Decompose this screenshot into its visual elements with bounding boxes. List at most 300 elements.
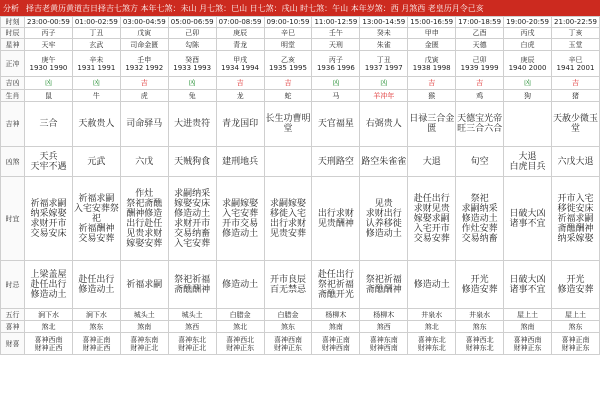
row-ganzhi: [1, 28, 600, 39]
cai-line: 财神正东: [561, 343, 590, 352]
wuxing-cell: 杨柳木: [312, 309, 360, 321]
luck-cell: 凶: [312, 77, 360, 90]
xiong-cell: [504, 147, 552, 177]
ji-line: 开光: [566, 274, 585, 285]
ji-cell: [551, 261, 599, 309]
xi-cell: 煞南: [312, 321, 360, 333]
yi-cell: [72, 177, 120, 261]
luck-cell: 吉: [456, 77, 504, 90]
wuxing-cell: 城头土: [168, 309, 216, 321]
yi-line: 修造动土: [222, 228, 259, 239]
row-chong: [1, 51, 600, 77]
row-label-luck: 吉凶: [1, 77, 25, 90]
xiong-cell: [551, 147, 599, 177]
cai-line: 喜神西北: [226, 335, 255, 344]
wuxing-cell: 城头土: [120, 309, 168, 321]
yi-line: 交易纳畜: [174, 228, 211, 239]
jishen-cell: 天赦贵人: [72, 102, 120, 147]
time-cell: 17:00-18:59: [456, 17, 504, 28]
chong-cell: [264, 51, 312, 77]
wuxing-cell: 白腊金: [216, 309, 264, 321]
yi-line: 开市交易: [222, 218, 259, 229]
ganzhi-cell: 辛巳: [264, 28, 312, 39]
ji-line: 祈福求嗣: [126, 279, 163, 290]
xiong-cell: [360, 147, 408, 177]
yi-line: 交易安葬: [413, 233, 450, 244]
ji-cell: [360, 261, 408, 309]
xiong-line: 六戊大退: [557, 156, 594, 167]
row-jishen: [1, 102, 600, 147]
cai-line: 喜神正南: [82, 335, 111, 344]
chong-line: 1931 1991: [77, 63, 116, 72]
chong-line: 1939 1999: [460, 63, 499, 72]
time-cell: 15:00-16:59: [408, 17, 456, 28]
yi-line: 出行赴任: [126, 218, 163, 229]
ganzhi-cell: 癸未: [360, 28, 408, 39]
header-label: 分析: [3, 3, 19, 13]
xiong-line: 大退: [422, 156, 441, 167]
time-cell: 19:00-20:59: [504, 17, 552, 28]
cai-line: 财神正西: [82, 343, 111, 352]
cai-line: 财神东北: [465, 343, 494, 352]
chong-cell: [456, 51, 504, 77]
star-cell: 朱雀: [360, 39, 408, 51]
xiong-line: 六戊: [135, 156, 154, 167]
zodiac-cell: 马: [312, 90, 360, 102]
yi-line: 认养移徙: [365, 218, 402, 229]
chong-line: 1941 2001: [556, 63, 595, 72]
cai-line: 喜神东北: [417, 335, 446, 344]
ganzhi-cell: 丁丑: [72, 28, 120, 39]
xiong-cell: [168, 147, 216, 177]
ji-cell: [456, 261, 504, 309]
ji-cell: [72, 261, 120, 309]
yi-line: 求嗣纳采: [461, 203, 498, 214]
cai-line: 喜神正南: [321, 335, 350, 344]
luck-cell: 凶: [504, 77, 552, 90]
row-label-yi: 时宜: [1, 177, 25, 261]
wuxing-cell: 白腊金: [264, 309, 312, 321]
luck-cell: 吉: [408, 77, 456, 90]
ji-cell: [264, 261, 312, 309]
ji-cell: [216, 261, 264, 309]
jishen-cell: 天赦少微玉堂: [551, 102, 599, 147]
cai-cell: [120, 333, 168, 355]
yi-line: 日破大凶: [509, 208, 546, 219]
yi-line: 移徙入宅: [269, 208, 306, 219]
ganzhi-cell: 庚辰: [216, 28, 264, 39]
xiong-cell: [264, 147, 312, 177]
row-label-wuxing: 五行: [1, 309, 25, 321]
row-yi: [1, 177, 600, 261]
wuxing-cell: 屋上土: [551, 309, 599, 321]
yi-cell: [25, 177, 73, 261]
cai-line: 财神正东: [226, 343, 255, 352]
ganzhi-cell: 丙子: [25, 28, 73, 39]
star-cell: 白虎: [504, 39, 552, 51]
xiong-cell: [216, 147, 264, 177]
chong-line: 癸酉: [185, 55, 200, 64]
cai-cell: [312, 333, 360, 355]
yi-cell: [408, 177, 456, 261]
cai-line: 财神正北: [178, 343, 207, 352]
xiong-line: 天牢不遇: [30, 161, 67, 172]
ji-line: 修造动土: [78, 284, 115, 295]
xiong-line: 元武: [87, 156, 106, 167]
ji-cell: [168, 261, 216, 309]
yi-line: 开市入宅: [557, 193, 594, 204]
xiong-line: 天兵: [39, 151, 58, 162]
star-cell: 玉堂: [551, 39, 599, 51]
star-cell: 金匮: [408, 39, 456, 51]
ganzhi-cell: 己卯: [168, 28, 216, 39]
jishen-cell: 大进贵符: [168, 102, 216, 147]
ji-line: 祭祀祈福: [365, 274, 402, 285]
chong-line: 1936 1996: [316, 63, 355, 72]
chong-line: 庚午: [41, 55, 56, 64]
zodiac-cell: 蛇: [264, 90, 312, 102]
cai-line: 喜神东南: [369, 335, 398, 344]
jishen-cell: 右弼贵人: [360, 102, 408, 147]
yi-cell: [216, 177, 264, 261]
chong-line: 辛未: [89, 55, 104, 64]
yi-line: 移徙安床: [557, 203, 594, 214]
chong-line: 1930 1990: [29, 63, 68, 72]
cai-line: 财神西南: [321, 343, 350, 352]
yi-line: 见贵求财: [126, 228, 163, 239]
xiong-line: 旬空: [470, 156, 489, 167]
ji-line: 开光: [470, 274, 489, 285]
ji-cell: [408, 261, 456, 309]
cai-line: 喜神东南: [130, 335, 159, 344]
ji-line: 修造安葬: [461, 284, 498, 295]
chong-cell: [25, 51, 73, 77]
luck-cell: 凶: [360, 77, 408, 90]
chong-line: 辛巳: [568, 55, 583, 64]
row-star: [1, 39, 600, 51]
cai-cell: [72, 333, 120, 355]
cai-cell: [264, 333, 312, 355]
luck-cell: 吉: [216, 77, 264, 90]
yi-cell: [264, 177, 312, 261]
yi-line: 修造动土: [461, 213, 498, 224]
time-cell: 05:00-06:59: [168, 17, 216, 28]
ji-cell: [504, 261, 552, 309]
zodiac-cell: 虎: [120, 90, 168, 102]
yi-line: 作灶安葬: [461, 223, 498, 234]
ji-line: 日破大凶: [509, 274, 546, 285]
yi-line: 斋醮酬神: [557, 223, 594, 234]
chong-line: 壬申: [137, 55, 152, 64]
cai-cell: [216, 333, 264, 355]
xi-cell: 煞西: [360, 321, 408, 333]
time-cell: 03:00-04:59: [120, 17, 168, 28]
cai-cell: [504, 333, 552, 355]
row-label-ganzhi: 时辰: [1, 28, 25, 39]
yi-line: 诸事不宜: [509, 218, 546, 229]
time-cell: 23:00-00:59: [25, 17, 73, 28]
yi-line: 出行求财: [317, 208, 354, 219]
ganzhi-cell: 丙戌: [504, 28, 552, 39]
chong-line: 1934 1994: [221, 63, 259, 72]
yi-line: 嫁娶求嗣: [413, 213, 450, 224]
xiong-line: 路空朱雀雀: [361, 156, 407, 167]
cai-line: 财神东北: [417, 343, 446, 352]
chong-line: 己卯: [472, 55, 487, 64]
xiong-cell: [408, 147, 456, 177]
jishen-cell: 天德宝光帝旺三合六合: [456, 102, 504, 147]
time-cell: 13:00-14:59: [360, 17, 408, 28]
yi-line: 作灶: [135, 188, 154, 199]
luck-cell: 吉: [551, 77, 599, 90]
ji-line: 斋醮酬神: [174, 284, 211, 295]
star-cell: 天刑: [312, 39, 360, 51]
row-cai: [1, 333, 600, 355]
zodiac-cell: 猴: [408, 90, 456, 102]
xiong-line: 白虎目兵: [509, 161, 546, 172]
xiong-cell: [120, 147, 168, 177]
jishen-cell: [504, 102, 552, 147]
zodiac-cell: 狗: [504, 90, 552, 102]
jishen-cell: 三合: [25, 102, 73, 147]
yi-cell: [120, 177, 168, 261]
yi-line: 纳采嫁娶: [557, 233, 594, 244]
yi-line: 交易纳畜: [461, 233, 498, 244]
star-cell: 天德: [456, 39, 504, 51]
xiong-line: 天贼狗食: [174, 156, 211, 167]
chong-cell: [312, 51, 360, 77]
almanac-table: [0, 16, 600, 355]
yi-line: 祈福求嗣: [557, 213, 594, 224]
cai-line: 财神正东: [513, 343, 542, 352]
ji-line: 修造动土: [30, 289, 67, 300]
jishen-cell: 长生功曹明堂: [264, 102, 312, 147]
yi-line: 见贵酬神: [317, 218, 354, 229]
ji-line: 修造动土: [222, 279, 259, 290]
time-cell: 09:00-10:59: [264, 17, 312, 28]
ji-cell: [312, 261, 360, 309]
row-label-jishen: 吉神: [1, 102, 25, 147]
chong-line: 1933 1993: [173, 63, 212, 72]
wuxing-cell: 井泉水: [456, 309, 504, 321]
wuxing-cell: 杨柳木: [360, 309, 408, 321]
row-label-chong: 正冲: [1, 51, 25, 77]
xi-cell: 煞北: [25, 321, 73, 333]
cai-line: 喜神西南: [34, 335, 63, 344]
row-xiong: [1, 147, 600, 177]
star-cell: 天牢: [25, 39, 73, 51]
xiong-line: 建刑地兵: [222, 156, 259, 167]
yi-line: 出行求财: [269, 218, 306, 229]
ji-line: 祭祀祈福: [317, 279, 354, 290]
yi-line: 祭祀斋醮: [126, 198, 163, 209]
yi-line: 见贵安葬: [269, 228, 306, 239]
yi-line: 修造动土: [174, 208, 211, 219]
yi-line: 求财出行: [365, 208, 402, 219]
ganzhi-cell: 戊寅: [120, 28, 168, 39]
star-cell: 玄武: [72, 39, 120, 51]
chong-line: 甲戌: [233, 55, 248, 64]
chong-cell: [360, 51, 408, 77]
yi-line: 入宅开市: [413, 223, 450, 234]
chong-cell: [168, 51, 216, 77]
cai-line: 财神西南: [369, 343, 398, 352]
ji-line: 开市良辰: [269, 274, 306, 285]
chong-line: 乙亥: [280, 55, 295, 64]
cai-cell: [360, 333, 408, 355]
xiong-cell: [72, 147, 120, 177]
row-label-zodiac: 生肖: [1, 90, 25, 102]
luck-cell: 吉: [264, 77, 312, 90]
wuxing-cell: 涧下水: [25, 309, 73, 321]
ji-cell: [120, 261, 168, 309]
luck-cell: 吉: [120, 77, 168, 90]
ganzhi-cell: 丁亥: [551, 28, 599, 39]
xiong-line: 天刑路空: [317, 156, 354, 167]
yi-line: 求嗣嫁娶: [269, 198, 306, 209]
jishen-cell: 天官福星: [312, 102, 360, 147]
chong-line: 戊寅: [424, 55, 439, 64]
yi-line: 入宅安葬: [222, 208, 259, 219]
xi-cell: 煞东: [264, 321, 312, 333]
row-label-cai: 财喜: [1, 333, 25, 355]
row-label-xiong: 凶煞: [1, 147, 25, 177]
yi-cell: [312, 177, 360, 261]
time-cell: 11:00-12:59: [312, 17, 360, 28]
ji-line: 修造安葬: [557, 284, 594, 295]
chong-line: 1938 1998: [412, 63, 451, 72]
chong-line: 1940 2000: [508, 63, 547, 72]
xi-cell: 煞北: [216, 321, 264, 333]
ji-line: 斋醮开光: [317, 289, 354, 300]
xi-cell: 煞北: [408, 321, 456, 333]
yi-line: 纳采嫁娶: [30, 208, 67, 219]
yi-line: 酬神修造: [126, 208, 163, 219]
cai-line: 喜神正南: [561, 335, 590, 344]
yi-line: 入宅安葬祭祀: [73, 203, 119, 224]
xi-cell: 煞南: [504, 321, 552, 333]
cai-line: 喜神东北: [178, 335, 207, 344]
ji-line: 诸事不宜: [509, 284, 546, 295]
cai-cell: [25, 333, 73, 355]
time-cell: 01:00-02:59: [72, 17, 120, 28]
wuxing-cell: 屋上土: [504, 309, 552, 321]
chong-line: 1935 1995: [269, 63, 307, 72]
star-cell: 司命金匮: [120, 39, 168, 51]
ji-line: 赴任出行: [317, 269, 354, 280]
zodiac-cell: 猪: [551, 90, 599, 102]
cai-line: 财神正北: [130, 343, 159, 352]
cai-line: 财神正西: [34, 343, 63, 352]
time-cell: 07:00-08:59: [216, 17, 264, 28]
row-label-time: 时刻: [1, 17, 25, 28]
yi-cell: [360, 177, 408, 261]
chong-line: 丁丑: [376, 55, 391, 64]
star-cell: 勾陈: [168, 39, 216, 51]
cai-cell: [408, 333, 456, 355]
xiong-cell: [312, 147, 360, 177]
yi-line: 入宅安葬: [174, 238, 211, 249]
cai-line: 喜神西北: [465, 335, 494, 344]
ganzhi-cell: 壬午: [312, 28, 360, 39]
row-time: [1, 17, 600, 28]
zodiac-cell: 龙: [216, 90, 264, 102]
chong-cell: [216, 51, 264, 77]
xi-cell: 煞东: [72, 321, 120, 333]
yi-line: 赴任出行: [413, 193, 450, 204]
yi-line: 嫁娶安床: [174, 198, 211, 209]
row-label-ji: 时忌: [1, 261, 25, 309]
row-xi: [1, 321, 600, 333]
row-luck: [1, 77, 600, 90]
wuxing-cell: 井泉水: [408, 309, 456, 321]
zodiac-cell: 牛: [72, 90, 120, 102]
yi-line: 祈福酬神: [78, 223, 115, 234]
chong-line: 丙子: [328, 55, 343, 64]
jishen-cell: 日禄三合金匮: [408, 102, 456, 147]
zodiac-cell: 鸡: [456, 90, 504, 102]
star-cell: 明堂: [264, 39, 312, 51]
ji-line: 斋醮酬神: [365, 284, 402, 295]
zodiac-cell: 鼠: [25, 90, 73, 102]
yi-line: 见贵: [374, 198, 393, 209]
ji-line: 上梁盖屋: [30, 269, 67, 280]
ji-line: 修造动土: [413, 279, 450, 290]
xi-cell: 煞东: [456, 321, 504, 333]
ji-cell: [25, 261, 73, 309]
chong-line: 1937 1997: [364, 63, 403, 72]
yi-line: 求嗣纳采: [174, 188, 211, 199]
header-bar: [0, 0, 600, 16]
yi-line: 交易安床: [30, 228, 67, 239]
row-ji: [1, 261, 600, 309]
ganzhi-cell: 甲申: [408, 28, 456, 39]
yi-line: 求财见贵: [413, 203, 450, 214]
cai-line: 财神正东: [273, 343, 302, 352]
cai-cell: [551, 333, 599, 355]
ji-line: 赴任出行: [78, 274, 115, 285]
row-label-star: 星神: [1, 39, 25, 51]
row-wuxing: [1, 309, 600, 321]
wuxing-cell: 涧下水: [72, 309, 120, 321]
yi-line: 修造动土: [365, 228, 402, 239]
chong-line: 1932 1992: [125, 63, 164, 72]
ji-line: 百无禁忌: [269, 284, 306, 295]
cai-cell: [168, 333, 216, 355]
luck-cell: 凶: [25, 77, 73, 90]
chong-cell: [551, 51, 599, 77]
yi-cell: [456, 177, 504, 261]
yi-cell: [504, 177, 552, 261]
yi-line: 嫁娶安葬: [126, 238, 163, 249]
row-label-xi: 喜神: [1, 321, 25, 333]
jishen-cell: 青龙国印: [216, 102, 264, 147]
zodiac-cell: 羊冲年: [360, 90, 408, 102]
xi-cell: 煞南: [120, 321, 168, 333]
xiong-cell: [25, 147, 73, 177]
time-cell: 21:00-22:59: [551, 17, 599, 28]
chong-line: 庚辰: [520, 55, 535, 64]
luck-cell: 凶: [168, 77, 216, 90]
yi-cell: [551, 177, 599, 261]
header-text: 择吉老黄历黄道吉日择吉七煞方 本年七煞：未山 月七煞：巳山 日七煞：戌山 时七煞：午山 本年岁煞：西 月煞西 老皇历月令己亥: [26, 3, 484, 13]
yi-line: 求财开市: [174, 218, 211, 229]
yi-line: 求嗣嫁娶: [222, 198, 259, 209]
cai-cell: [456, 333, 504, 355]
xiong-line: 大退: [518, 151, 537, 162]
ganzhi-cell: 乙酉: [456, 28, 504, 39]
cai-line: 喜神西南: [273, 335, 302, 344]
